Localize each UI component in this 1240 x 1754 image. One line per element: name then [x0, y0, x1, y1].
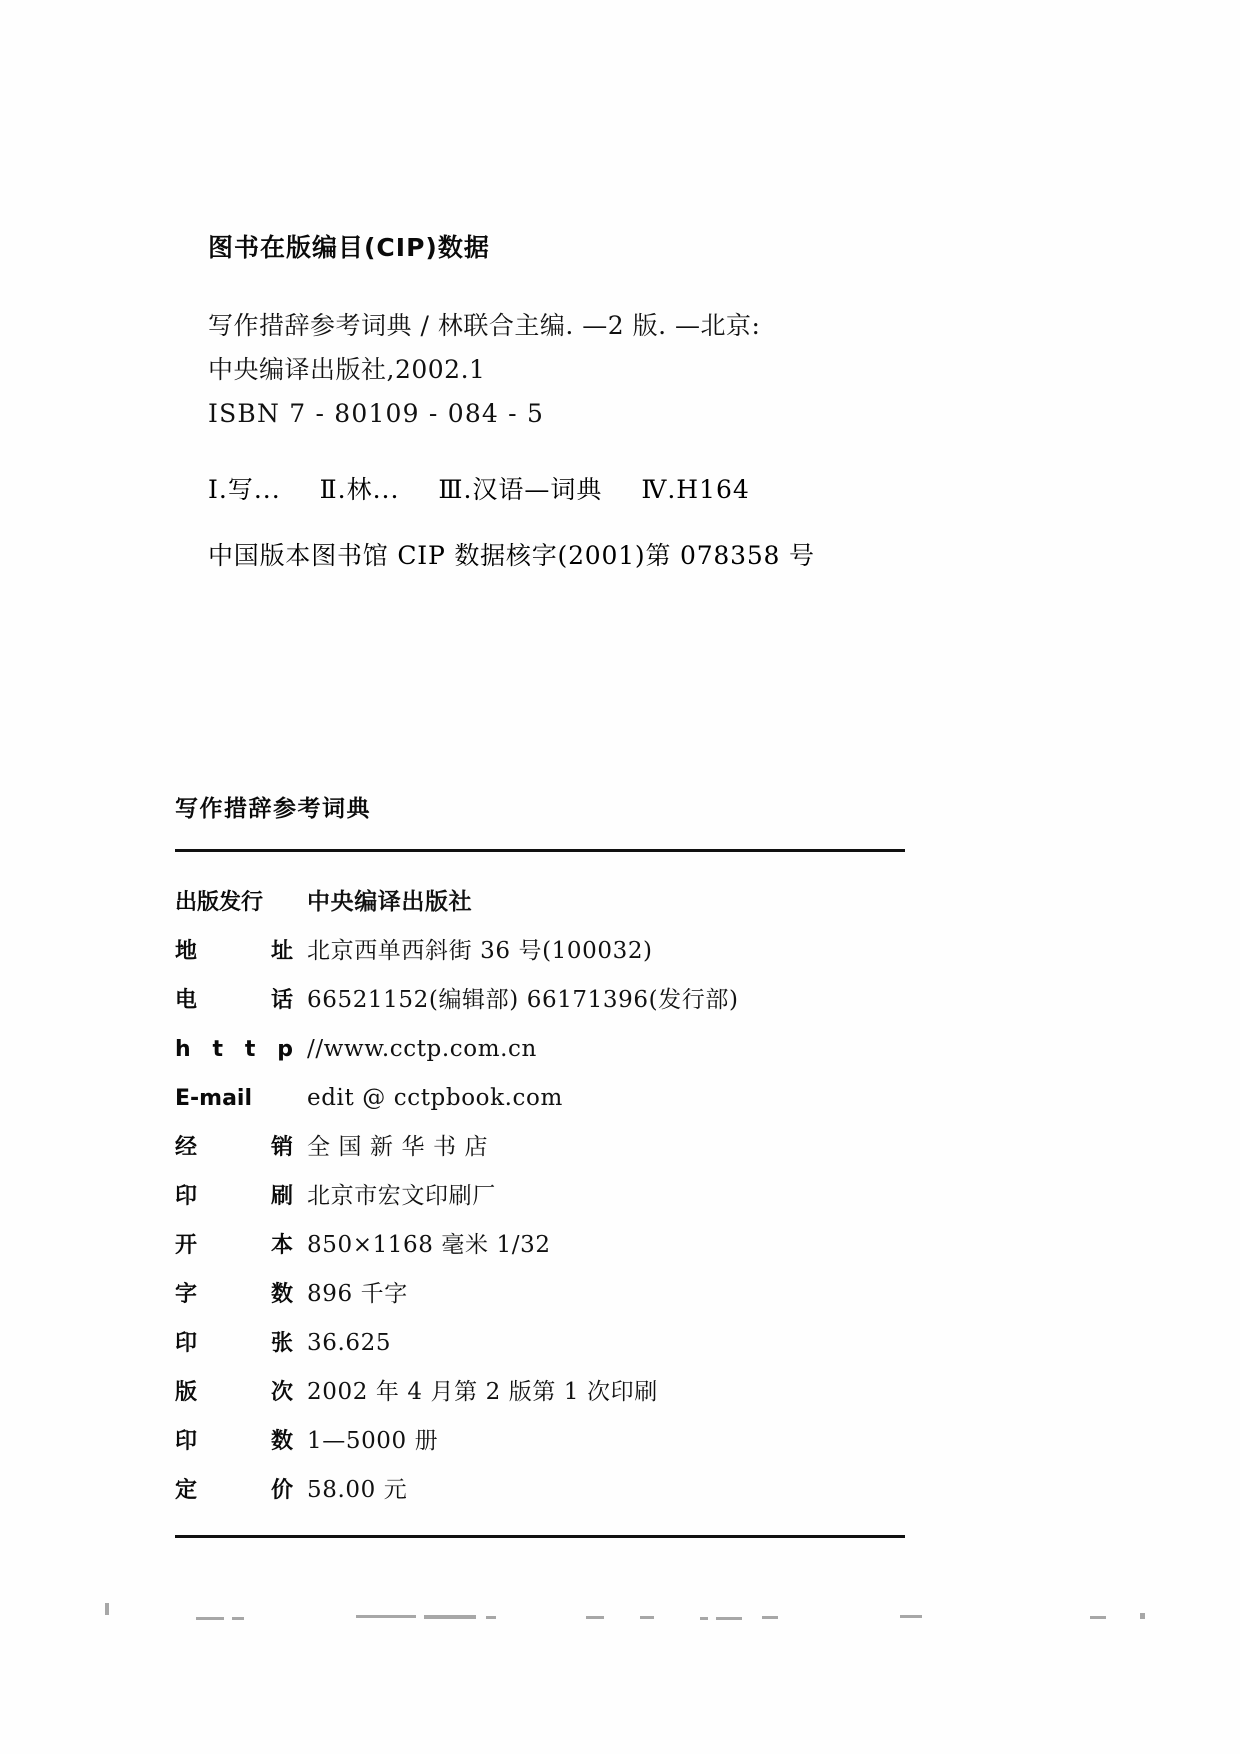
label-char: 印 — [175, 1184, 198, 1209]
colophon-value-distribution: 全 国 新 华 书 店 — [307, 1134, 489, 1160]
colophon-value-printrun: 1—5000 册 — [307, 1428, 439, 1454]
colophon-label-http — [175, 1025, 293, 1074]
colophon-row-sheets — [175, 1319, 905, 1368]
colophon-value-sheets: 36.625 — [307, 1330, 392, 1356]
cip-publisher-statement: 中央编译出版社,2002.1 — [208, 355, 486, 384]
colophon-value-website: //www.cctp.com.cn — [307, 1036, 537, 1062]
colophon-row-price — [175, 1466, 905, 1515]
colophon-row-printrun — [175, 1417, 905, 1466]
colophon-label-sheets — [175, 1319, 293, 1368]
colophon-row-distribution — [175, 1123, 905, 1172]
label-char: 电 — [175, 988, 198, 1013]
label-char: 销 — [270, 1135, 293, 1160]
colophon-top-rule — [175, 849, 905, 852]
cip-title-statement: 写作措辞参考词典 / 林联合主编. —2 版. —北京: — [208, 311, 761, 340]
colophon-label-phone — [175, 976, 293, 1025]
label-char: h — [175, 1037, 191, 1062]
colophon-label-printrun — [175, 1417, 293, 1466]
colophon-row-edition — [175, 1368, 905, 1417]
colophon-value-printer: 北京市宏文印刷厂 — [307, 1183, 496, 1209]
label-char: 印 — [175, 1331, 198, 1356]
colophon-label-email: E-mail — [175, 1086, 253, 1111]
label-char: 地 — [175, 939, 198, 964]
label-char: 经 — [175, 1135, 198, 1160]
label-char: 价 — [270, 1478, 293, 1503]
cip-data-block — [208, 228, 968, 576]
colophon-value-email: edit @ cctpbook.com — [307, 1085, 563, 1111]
classification-entry-3: Ⅲ.汉语—词典 — [438, 475, 603, 504]
label-char: p — [277, 1037, 293, 1062]
label-char: 张 — [270, 1331, 293, 1356]
label-char: 版 — [175, 1380, 198, 1405]
colophon-row-printer — [175, 1172, 905, 1221]
colophon-row-phone — [175, 976, 905, 1025]
label-char: 数 — [270, 1282, 293, 1307]
colophon-label-price — [175, 1466, 293, 1515]
classification-entry-4: Ⅳ.H164 — [641, 475, 750, 504]
colophon-value-format: 850×1168 毫米 1/32 — [307, 1232, 551, 1258]
cip-isbn: ISBN 7 - 80109 - 084 - 5 — [208, 399, 545, 428]
label-char: 本 — [270, 1233, 293, 1258]
label-char: t — [212, 1037, 224, 1062]
colophon-row-address — [175, 927, 905, 976]
colophon-value-wordcount: 896 千字 — [307, 1281, 408, 1307]
colophon-row-email — [175, 1074, 905, 1123]
cip-verification-number: 中国版本图书馆 CIP 数据核字(2001)第 078358 号 — [208, 541, 815, 570]
colophon-row-wordcount — [175, 1270, 905, 1319]
classification-entry-1: Ⅰ.写... — [208, 475, 281, 504]
cip-heading: 图书在版编目(CIP)数据 — [208, 233, 490, 262]
colophon-rows — [175, 878, 905, 1515]
label-char: 址 — [270, 939, 293, 964]
label-char: 开 — [175, 1233, 198, 1258]
colophon-bottom-rule — [175, 1535, 905, 1538]
colophon-label-address — [175, 927, 293, 976]
colophon-label-printer — [175, 1172, 293, 1221]
cip-classification-line — [208, 470, 968, 510]
label-char: 话 — [270, 988, 293, 1013]
colophon-label-wordcount — [175, 1270, 293, 1319]
colophon-value-publisher: 中央编译出版社 — [307, 889, 473, 915]
colophon-value-address: 北京西单西斜街 36 号(100032) — [307, 938, 653, 964]
label-char: 数 — [270, 1429, 293, 1454]
label-char: t — [244, 1037, 256, 1062]
colophon-value-price: 58.00 元 — [307, 1477, 408, 1503]
colophon-row-http — [175, 1025, 905, 1074]
colophon-label-distribution — [175, 1123, 293, 1172]
label-char: 定 — [175, 1478, 198, 1503]
colophon-label-edition — [175, 1368, 293, 1417]
label-char: 次 — [270, 1380, 293, 1405]
colophon-book-title: 写作措辞参考词典 — [175, 796, 371, 822]
colophon-row-format — [175, 1221, 905, 1270]
colophon-block — [175, 790, 905, 1538]
colophon-label-publisher: 出版发行 — [175, 890, 264, 915]
label-char: 印 — [175, 1429, 198, 1454]
colophon-row-publisher — [175, 878, 905, 927]
classification-entry-2: Ⅱ.林... — [319, 475, 400, 504]
colophon-value-phone: 66521152(编辑部) 66171396(发行部) — [307, 987, 739, 1013]
colophon-label-format — [175, 1221, 293, 1270]
scan-artifact-strip — [0, 1595, 1240, 1655]
label-char: 刷 — [270, 1184, 293, 1209]
colophon-value-edition: 2002 年 4 月第 2 版第 1 次印刷 — [307, 1379, 658, 1405]
label-char: 字 — [175, 1282, 198, 1307]
